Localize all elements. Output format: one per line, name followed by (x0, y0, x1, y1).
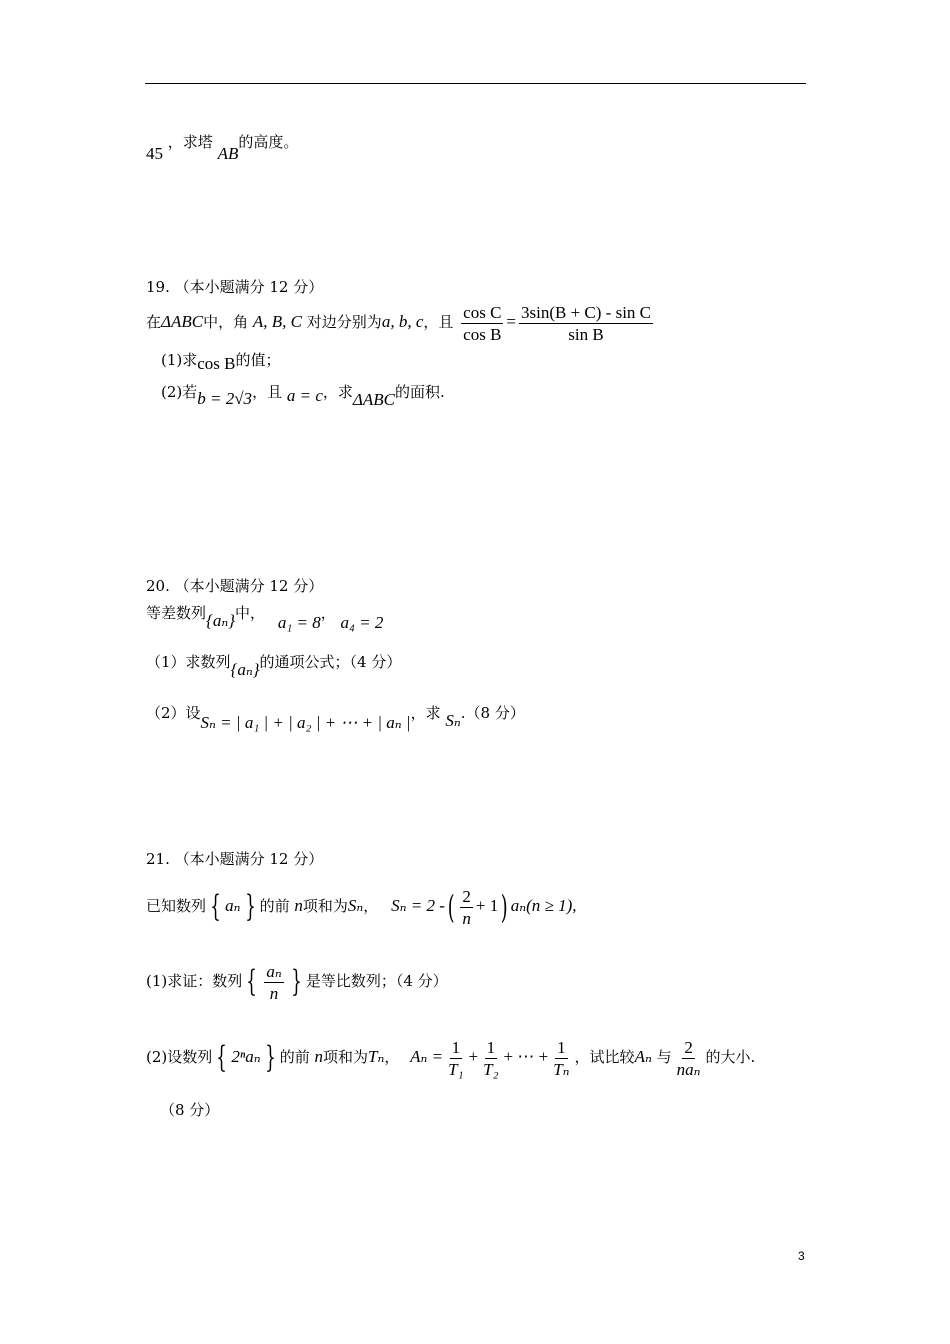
page-number: 3 (798, 1249, 805, 1263)
tower-label: AB (217, 144, 239, 163)
q21-fraction: $\frac{2}{n}$ (462, 886, 471, 928)
q19-header: 19. （本小题满分 12 分） (146, 278, 324, 296)
q19-part1: (1)求cos B的值； (161, 351, 281, 373)
q21-header: 21. （本小题满分 12 分） (146, 850, 324, 868)
q21-part2: (2)设数列 { 2ⁿaₙ } 的前 n项和为Tₙ， Aₙ = $\frac{1}{\text{T₁}}$ + $\frac{1}{\text{T₂}}$ + ⋯ + $\frac{1}{\text{Tₙ}}$ ，试比较Aₙ 与 $\frac{2}{\text{naₙ}}$ 的大小. (146, 1037, 756, 1079)
q20-part2: （2）设Sₙ = | a₁ | + | a₂ | + ⋯ + | aₙ |，求 Sₙ.（8 分） (146, 704, 525, 732)
q21-part2-score: （8 分） (160, 1101, 220, 1119)
q21-stem: 已知数列 { aₙ } 的前 n项和为Sₙ， Sₙ = 2 -( $\frac{2}{n}$ + 1) aₙ(n ≥ 1), (146, 886, 577, 928)
prev-question-tail: 45 ，求塔 AB的高度。 (146, 133, 299, 163)
q21-part1: (1)求证：数列 { $\frac{\text{aₙ}}{n}$ } 是等比数列；（4 分） (146, 961, 448, 1003)
header-rule (145, 83, 806, 84)
q19-stem: 在ΔABC中，角 A, B, C 对边分别为a, b, c，且 $\frac{\text{cos C}}{\text{cos B}}$ = $\frac{\text{3sin(B + C) - sin C}}{\text{sin B}}$ (146, 302, 652, 344)
q19-fraction-right: $\frac{\text{3sin(B + C) - sin C}}{\text{sin B}}$ (521, 302, 652, 344)
angle-value: 45 (146, 144, 163, 163)
q20-stem: 等差数列{aₙ}中， a₁ = 8， a₄ = 2 (146, 604, 384, 632)
q20-header: 20. （本小题满分 12 分） (146, 577, 324, 595)
q20-part1: （1）求数列{aₙ}的通项公式；（4 分） (146, 653, 402, 679)
q19-part2: (2)若b = 2√3，且 a = c，求ΔABC的面积. (161, 383, 445, 409)
q19-fraction-left: $\frac{\text{cos C}}{\text{cos B}}$ (463, 302, 502, 344)
